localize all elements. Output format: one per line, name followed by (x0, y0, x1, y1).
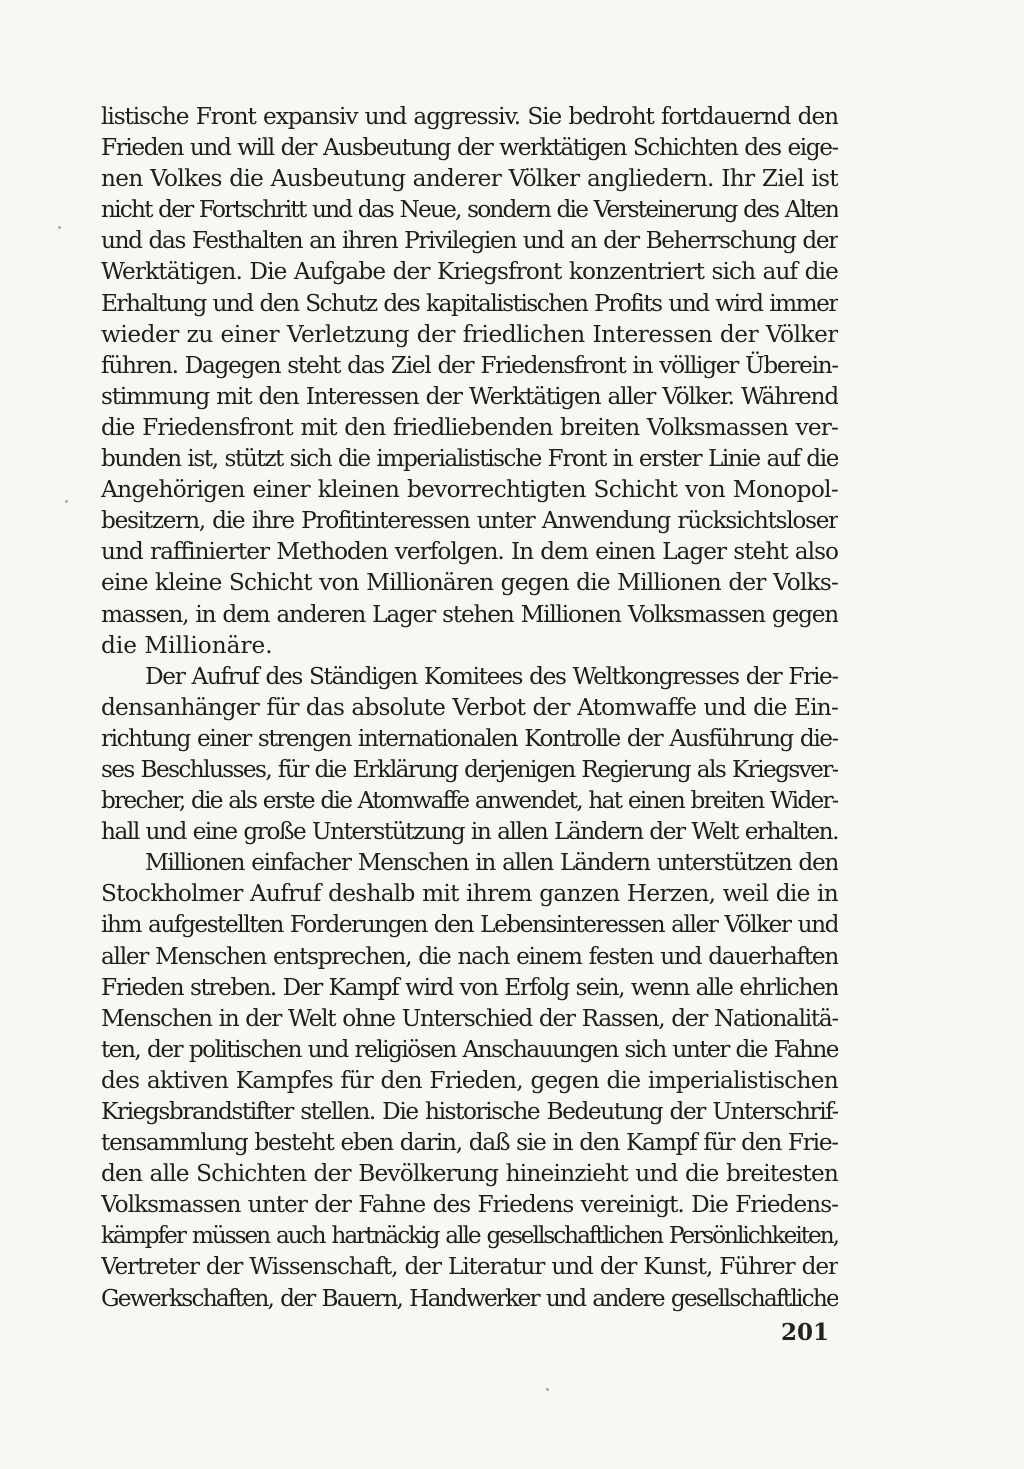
text-line: die Millionäre. (101, 631, 273, 659)
paper-speck (58, 226, 61, 229)
text-line: und das Festhalten an ihren Privilegien und an der Beherrschung der (101, 227, 838, 255)
text-line: Kriegsbrandstifter stellen. Die historische Bedeutung der Unterschrif- (101, 1098, 838, 1125)
text-line: Menschen in der Welt ohne Unterschied der Rassen, der Nationalitä- (101, 1004, 838, 1032)
text-line: bunden ist, stützt sich die imperialistische Front in erster Linie auf die (101, 445, 838, 473)
text-line: densanhänger für das absolute Verbot der Atomwaffe und die Ein- (101, 693, 838, 721)
text-line: und raffinierter Methoden verfolgen. In dem einen Lager steht also (101, 538, 838, 566)
text-line: des aktiven Kampfes für den Frieden, gegen die imperialistischen (101, 1066, 838, 1094)
text-line: listische Front expansiv und aggressiv. Sie bedroht fortdauernd den (101, 103, 838, 130)
text-line: massen, in dem anderen Lager stehen Millionen Volksmassen gegen (101, 600, 838, 628)
body-text (101, 101, 838, 1314)
page-number: 201 (781, 1319, 830, 1346)
text-line: brecher, die als erste die Atomwaffe anwendet, hat einen breiten Wider- (101, 787, 838, 815)
text-line: Frieden streben. Der Kampf wird von Erfolg sein, wenn alle ehrlichen (101, 973, 838, 1001)
text-line: ihm aufgestellten Forderungen den Lebensinteressen aller Völker und (101, 911, 838, 939)
text-line: richtung einer strengen internationalen Kontrolle der Ausführung die- (101, 724, 838, 752)
text-line: Angehörigen einer kleinen bevorrechtigten Schicht von Monopol- (101, 476, 838, 504)
text-line: eine kleine Schicht von Millionären gegen die Millionen der Volks- (101, 569, 838, 597)
text-line: ses Beschlusses, für die Erklärung derjenigen Regierung als Kriegsver- (101, 755, 838, 783)
text-line: hall und eine große Unterstützung in allen Ländern der Welt erhalten. (101, 818, 838, 846)
text-line: nen Volkes die Ausbeutung anderer Völker angliedern. Ihr Ziel ist (101, 165, 838, 193)
text-line: Volksmassen unter der Fahne des Friedens vereinigt. Die Friedens- (101, 1191, 838, 1219)
text-line: nicht der Fortschritt und das Neue, sondern die Versteinerung des Alten (101, 196, 838, 224)
text-line: Erhaltung und den Schutz des kapitalistischen Profits und wird immer (101, 289, 838, 317)
text-line: ten, der politischen und religiösen Anschauungen sich unter die Fahne (101, 1035, 838, 1063)
text-line: tensammlung besteht eben darin, daß sie in den Kampf für den Frie- (101, 1129, 838, 1157)
text-line: Der Aufruf des Ständigen Komitees des Weltkongresses der Frie- (145, 662, 838, 690)
text-line: führen. Dagegen steht das Ziel der Friedensfront in völliger Überein- (101, 351, 838, 379)
paper-speck (65, 500, 68, 503)
text-line: besitzern, die ihre Profitinteressen unter Anwendung rücksichtsloser (101, 507, 838, 535)
text-line: kämpfer müssen auch hartnäckig alle gesellschaftlichen Persönlichkeiten, (101, 1222, 838, 1250)
text-line: Vertreter der Wissenschaft, der Literatur und der Kunst, Führer der (101, 1253, 838, 1281)
text-line: wieder zu einer Verletzung der friedlichen Interessen der Völker (101, 320, 838, 348)
text-line: Millionen einfacher Menschen in allen Ländern unterstützen den (145, 849, 838, 877)
paper-speck (546, 1388, 549, 1391)
text-line: den alle Schichten der Bevölkerung hineinzieht und die breitesten (101, 1160, 838, 1188)
text-line: Frieden und will der Ausbeutung der werktätigen Schichten des eige- (101, 134, 838, 162)
text-line: die Friedensfront mit den friedliebenden breiten Volksmassen ver- (101, 413, 838, 441)
text-line: Gewerkschaften, der Bauern, Handwerker und andere gesellschaftliche (101, 1284, 838, 1312)
text-line: Stockholmer Aufruf deshalb mit ihrem ganzen Herzen, weil die in (101, 880, 838, 908)
text-line: Werktätigen. Die Aufgabe der Kriegsfront konzentriert sich auf die (101, 258, 838, 286)
text-line: aller Menschen entsprechen, die nach einem festen und dauerhaften (101, 942, 838, 970)
text-line: stimmung mit den Interessen der Werktätigen aller Völker. Während (101, 382, 838, 410)
